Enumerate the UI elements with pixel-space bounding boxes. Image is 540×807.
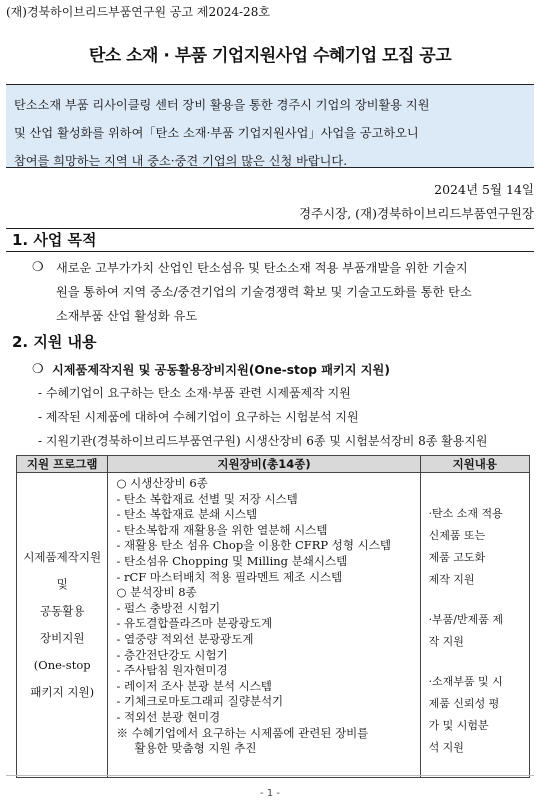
content-item	[429, 671, 523, 759]
program-line: 장비지원	[40, 631, 85, 645]
equipment-item: - 적외선 분광 현미경	[116, 709, 221, 724]
content-line: 신제품 또는	[428, 529, 486, 542]
section-2-bullet: ❍	[32, 362, 44, 377]
program-line: 패키지 지원)	[30, 685, 95, 699]
equipment-item: - 레이저 조사 분광 분석 시스템	[116, 678, 272, 693]
equipment-note: 활용한 맞춤형 지원 추진	[134, 741, 257, 756]
program-line: 공동활용	[40, 604, 85, 618]
program-line: 시제품제작지원	[23, 550, 102, 564]
content-cell	[420, 473, 529, 778]
section-1-line: 소재부품 산업 활성화 유도	[56, 309, 198, 323]
table-header: 지원장비(총14종)	[108, 456, 420, 473]
program-line: (One-stop	[33, 658, 91, 672]
equipment-group-title: ○ 분석장비 8종	[116, 585, 197, 600]
content-line: 제품 신뢰성 평	[428, 697, 500, 710]
section-1-line: 원을 통하여 지역 중소/중견기업의 기술경쟁력 확보 및 기술고도화를 통한 탄소	[56, 285, 472, 299]
section-1-line: 새로운 고부가가치 산업인 탄소섬유 및 탄소소재 적용 부품개발을 위한 기술지	[56, 261, 468, 275]
equipment-item: - 재활용 탄소 섬유 Chop을 이용한 CFRP 성형 시스템	[116, 538, 391, 553]
section-1-bullet: ❍	[32, 260, 44, 275]
equipment-item: - 탄소섬유 Chopping 및 Milling 분쇄시스템	[116, 553, 348, 568]
equipment-group-title: ○ 시생산장비 6종	[116, 476, 208, 490]
page-title: 탄소 소재 · 부품 기업지원사업 수혜기업 모집 공고	[88, 46, 452, 66]
table-row	[17, 473, 530, 778]
intro-box	[6, 84, 534, 168]
intro-line: 참여를 희망하는 지역 내 중소·중견 기업의 많은 신청 바랍니다.	[14, 154, 348, 168]
program-line: 및	[56, 577, 68, 591]
content-line: 석 지원	[428, 741, 464, 754]
section-1-heading: 1. 사업 목적	[6, 228, 534, 252]
table-header-row	[17, 456, 530, 473]
equipment-item: - 펄스 충방전 시험기	[116, 600, 221, 615]
page-number: - 1 -	[260, 788, 280, 799]
equipment-item: - 열중량 적외선 분광광도계	[116, 631, 254, 646]
section-2-heading: 2. 지원 내용	[12, 333, 97, 351]
support-item: - 지원기관(경북하이브리드부품연구원) 시생산장비 6종 및 시험분석장비 8종 활용지원	[38, 434, 488, 448]
table-header: 지원 프로그램	[17, 456, 108, 473]
content-item	[429, 503, 523, 591]
equipment-item: - 주사탐침 원자현미경	[116, 663, 228, 678]
equipment-item: - 탄소 복합재료 선별 및 저장 시스템	[116, 491, 298, 506]
program-cell	[17, 473, 108, 778]
program-table	[16, 455, 530, 778]
support-item: - 수혜기업이 요구하는 탄소 소재·부품 관련 시제품제작 지원	[38, 386, 351, 400]
equipment-item: - 유도결합플라즈마 분광광도계	[116, 616, 273, 631]
equipment-note: ※ 수혜기업에서 요구하는 시제품에 관련된 장비를	[116, 725, 369, 740]
issuer-signer: 경주시장, (재)경북하이브리드부품연구원장	[298, 206, 534, 221]
content-line: 작 지원	[428, 635, 464, 648]
content-line: ·소재부품 및 시	[428, 675, 503, 688]
intro-line: 탄소소재 부품 리사이클링 센터 장비 활용을 통한 경주시 기업의 장비활용 지원	[14, 98, 430, 112]
footer-divider	[6, 775, 534, 776]
content-line: 가 및 시험분	[428, 719, 489, 732]
equipment-item: - 탄소 복합재료 분쇄 시스템	[116, 507, 258, 522]
section-1-paragraph	[56, 256, 530, 328]
equipment-item: - 탄소복합재 재활용을 위한 열분해 시스템	[116, 522, 328, 537]
content-line: 제품 고도화	[428, 551, 486, 564]
section-2-subheading: 시제품제작지원 및 공동활용장비지원(One-stop 패키지 지원)	[52, 363, 390, 377]
equipment-item: - rCF 마스터배치 적용 필라멘트 제조 시스템	[116, 569, 343, 584]
content-line: ·탄소 소재 적용	[428, 507, 503, 520]
equipment-cell	[108, 473, 420, 778]
table-header: 지원내용	[420, 456, 529, 473]
intro-line: 및 산업 활성화를 위하여「탄소 소재·부품 기업지원사업」사업을 공고하오니	[14, 126, 419, 140]
content-line: 제작 지원	[428, 573, 475, 586]
equipment-item: - 층간전단강도 시험기	[116, 647, 228, 662]
issue-date: 2024년 5월 14일	[434, 182, 534, 197]
equipment-item: - 기체크로마토그래피 질량분석기	[116, 694, 284, 709]
support-item: - 제작된 시제품에 대하여 수혜기업이 요구하는 시험분석 지원	[38, 410, 359, 424]
content-line: ·부품/반제품 제	[428, 613, 504, 626]
content-item	[429, 609, 523, 653]
notice-number: (재)경북하이브리드부품연구원 공고 제2024-28호	[6, 5, 270, 19]
